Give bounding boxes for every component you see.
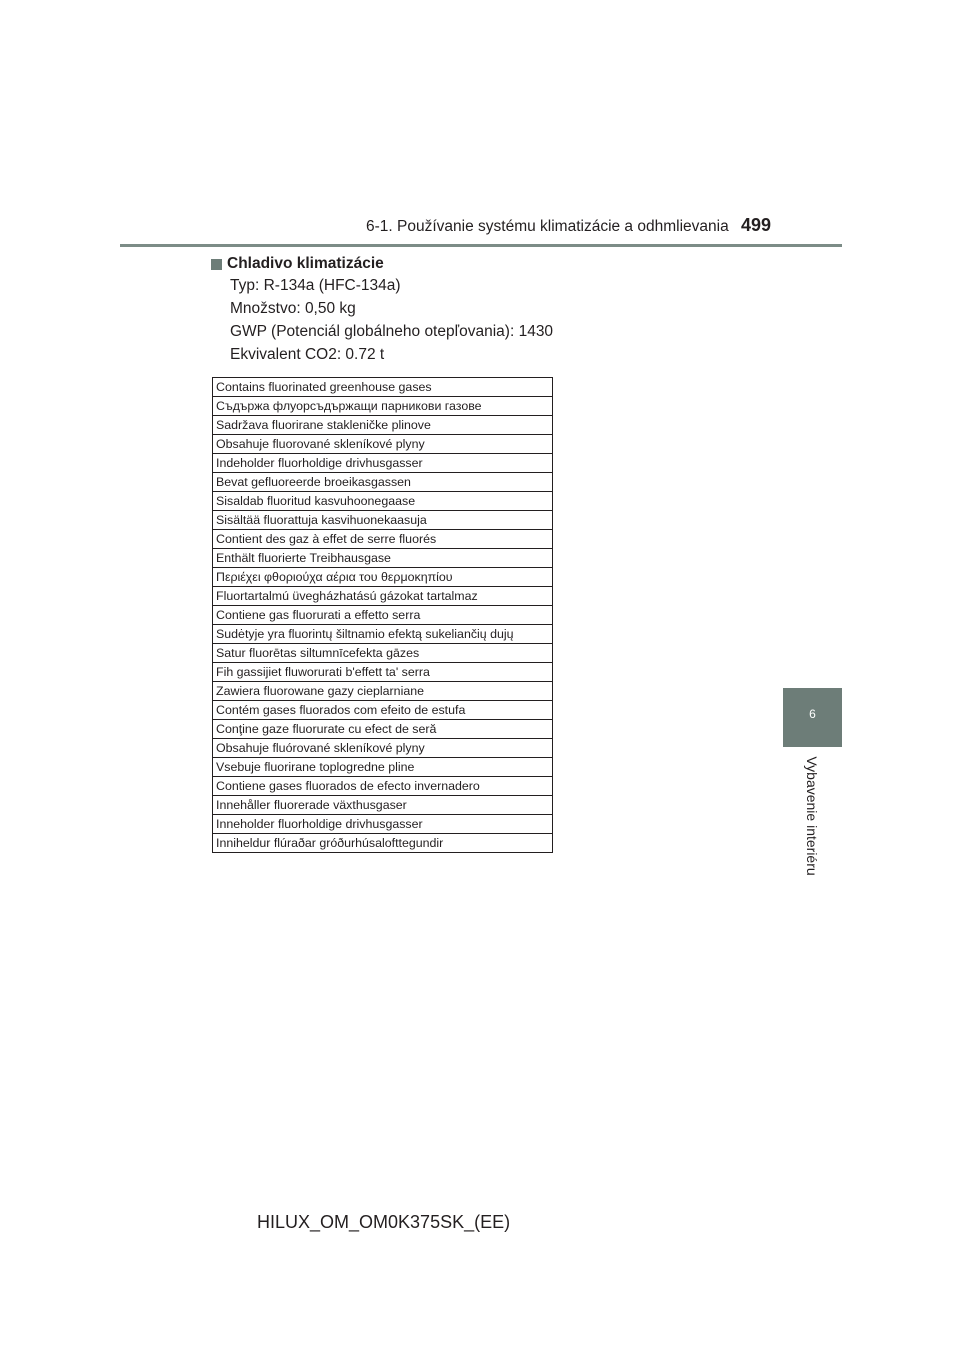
table-row [213, 644, 553, 663]
table-cell: Съдържа флуорсъдържащи парникови газове [213, 397, 553, 416]
table-cell: Indeholder fluorholdige drivhusgasser [213, 454, 553, 473]
table-row [213, 777, 553, 796]
table-row [213, 530, 553, 549]
table-row [213, 549, 553, 568]
table-row [213, 739, 553, 758]
table-cell: Obsahuje fluórované skleníkové plyny [213, 739, 553, 758]
refrigerant-co2-equivalent: Ekvivalent CO2: 0.72 t [230, 346, 385, 363]
square-bullet-icon [211, 259, 222, 270]
table-cell: Contiene gas fluorurati a effetto serra [213, 606, 553, 625]
table-row [213, 758, 553, 777]
fluorinated-gas-label-table [212, 377, 553, 853]
refrigerant-heading-text: Chladivo klimatizácie [227, 255, 384, 272]
header-divider [120, 244, 842, 247]
table-cell: Zawiera fluorowane gazy cieplarniane [213, 682, 553, 701]
table-cell: Bevat gefluoreerde broeikasgassen [213, 473, 553, 492]
table-cell: Sudėtyje yra fluorintų šiltnamio efektą sukeliančių dujų [213, 625, 553, 644]
table-row [213, 663, 553, 682]
table-row [213, 416, 553, 435]
table-cell: Satur fluorētas siltumnīcefekta gāzes [213, 644, 553, 663]
refrigerant-quantity: Množstvo: 0,50 kg [230, 300, 356, 317]
table-cell: Vsebuje fluorirane toplogredne pline [213, 758, 553, 777]
table-cell: Περιέχει φθοριούχα αέρια του θερμοκηπίου [213, 568, 553, 587]
table-row [213, 796, 553, 815]
table-cell: Conţine gaze fluorurate cu efect de seră [213, 720, 553, 739]
table-row [213, 435, 553, 454]
table-row [213, 454, 553, 473]
table-cell: Fluortartalmú üvegházhatású gázokat tartalmaz [213, 587, 553, 606]
table-cell: Sisältää fluorattuja kasvihuonekaasuja [213, 511, 553, 530]
table-row [213, 587, 553, 606]
refrigerant-gwp: GWP (Potenciál globálneho otepľovania): 1430 [230, 323, 554, 340]
table-row [213, 473, 553, 492]
table-row [213, 834, 553, 853]
document-code: HILUX_OM_OM0K375SK_(EE) [257, 1212, 511, 1232]
table-row [213, 511, 553, 530]
table-row [213, 625, 553, 644]
table-cell: Fih gassijiet fluworurati b'effett ta' serra [213, 663, 553, 682]
chapter-tab: 6 [783, 688, 842, 747]
table-row [213, 568, 553, 587]
table-cell: Sadržava fluorirane stakleničke plinove [213, 416, 553, 435]
table-cell: Inneholder fluorholdige drivhusgasser [213, 815, 553, 834]
table-row [213, 682, 553, 701]
table-row [213, 701, 553, 720]
table-cell: Innehåller fluorerade växthusgaser [213, 796, 553, 815]
page-number: 499 [741, 215, 772, 235]
table-cell: Contains fluorinated greenhouse gases [213, 378, 553, 397]
table-row [213, 720, 553, 739]
refrigerant-heading [211, 255, 384, 273]
table-cell: Enthält fluorierte Treibhausgase [213, 549, 553, 568]
table-cell: Obsahuje fluorované skleníkové plyny [213, 435, 553, 454]
table-row [213, 397, 553, 416]
table-cell: Contém gases fluorados com efeito de estufa [213, 701, 553, 720]
table-cell: Inniheldur flúraðar gróðurhúsalofttegundir [213, 834, 553, 853]
section-title: 6-1. Používanie systému klimatizácie a odhmlievania [366, 218, 729, 235]
table-row [213, 492, 553, 511]
table-cell: Contient des gaz à effet de serre fluorés [213, 530, 553, 549]
refrigerant-type: Typ: R-134a (HFC-134a) [230, 277, 401, 294]
table-cell: Contiene gases fluorados de efecto invernadero [213, 777, 553, 796]
table-row [213, 606, 553, 625]
table-row [213, 815, 553, 834]
table-cell: Sisaldab fluoritud kasvuhoonegaase [213, 492, 553, 511]
table-row [213, 378, 553, 397]
chapter-label: Vybavenie interiéru [804, 756, 820, 876]
